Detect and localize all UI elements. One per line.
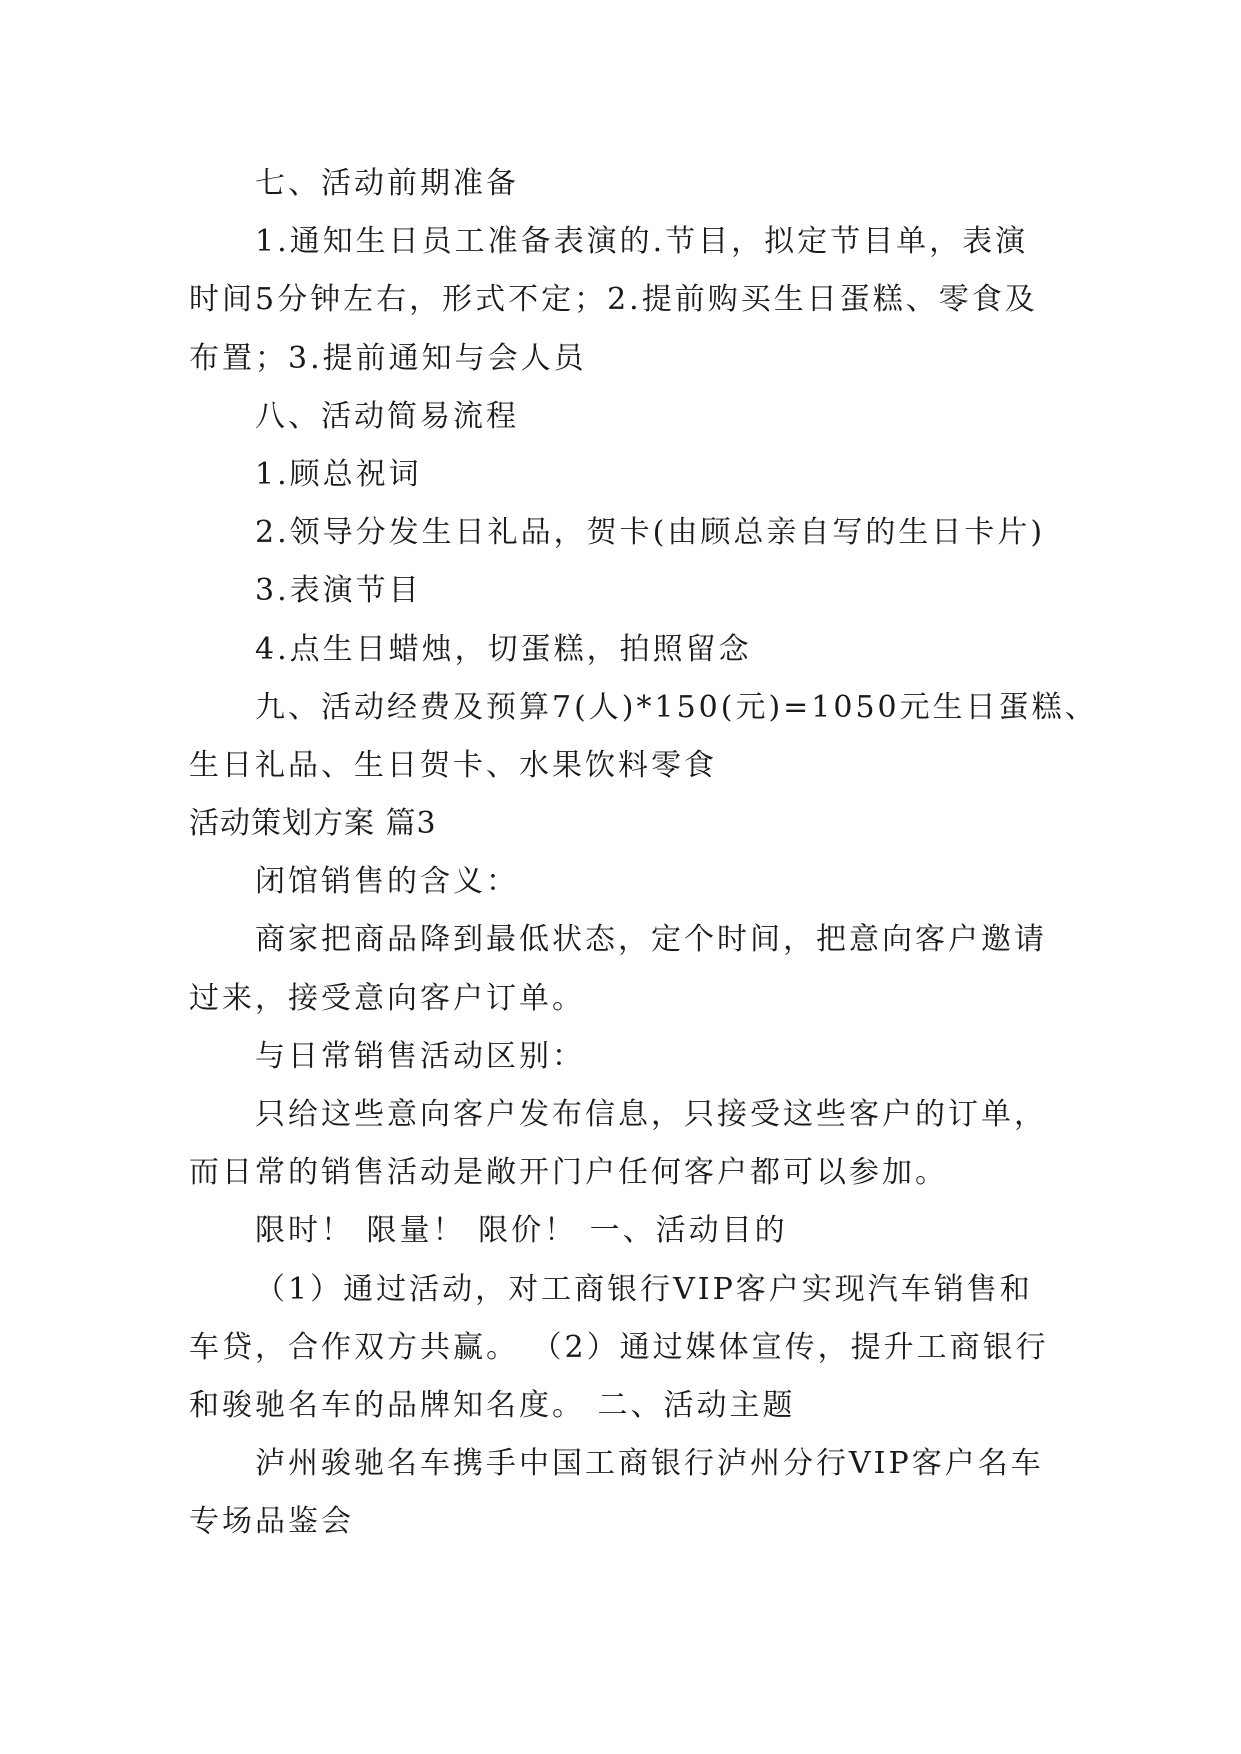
paragraph-line: （1）通过活动，对工商银行VIP客户实现汽车销售和: [255, 1271, 1033, 1307]
paragraph-line: 而日常的销售活动是敞开门户任何客户都可以参加。: [189, 1155, 948, 1191]
paragraph-line: 限时！ 限量！ 限价！ 一、活动目的: [255, 1213, 788, 1249]
section-heading-budget: 九、活动经费及预算7(人)*150(元)=1050元生日蛋糕、: [255, 689, 1098, 725]
paragraph-line: 商家把商品降到最低状态，定个时间，把意向客户邀请: [255, 922, 1047, 958]
paragraph-line: 和骏驰名车的品牌知名度。 二、活动主题: [189, 1387, 796, 1423]
list-item: 1.顾总祝词: [255, 456, 422, 492]
paragraph-line: 过来，接受意向客户订单。: [189, 980, 585, 1016]
list-item: 2.领导分发生日礼品，贺卡(由顾总亲自写的生日卡片): [255, 515, 1046, 551]
paragraph-line: 时间5分钟左右，形式不定；2.提前购买生日蛋糕、零食及: [189, 282, 1038, 318]
paragraph-line: 泸州骏驰名车携手中国工商银行泸州分行VIP客户名车: [255, 1446, 1044, 1482]
paragraph-line: 只给这些意向客户发布信息，只接受这些客户的订单，: [255, 1097, 1047, 1132]
section-heading-process: 八、活动简易流程: [255, 398, 519, 434]
paragraph-line: 生日礼品、生日贺卡、水果饮料零食: [189, 747, 717, 783]
list-item: 4.点生日蜡烛，切蛋糕，拍照留念: [255, 631, 752, 667]
paragraph-line: 专场品鉴会: [189, 1504, 354, 1540]
paragraph-line: 闭馆销售的含义：: [255, 864, 519, 900]
article-title: 活动策划方案 篇3: [189, 806, 437, 842]
paragraph-line: 1.通知生日员工准备表演的.节目，拟定节目单，表演: [255, 224, 1029, 260]
paragraph-line: 布置；3.提前通知与会人员: [189, 340, 587, 376]
paragraph-line: 车贷，合作双方共赢。 （2）通过媒体宣传，提升工商银行: [189, 1329, 1049, 1365]
section-heading-preparation: 七、活动前期准备: [255, 166, 519, 201]
list-item: 3.表演节目: [255, 573, 422, 609]
document-body: [189, 155, 1098, 1552]
paragraph-line: 与日常销售活动区别：: [255, 1038, 585, 1074]
